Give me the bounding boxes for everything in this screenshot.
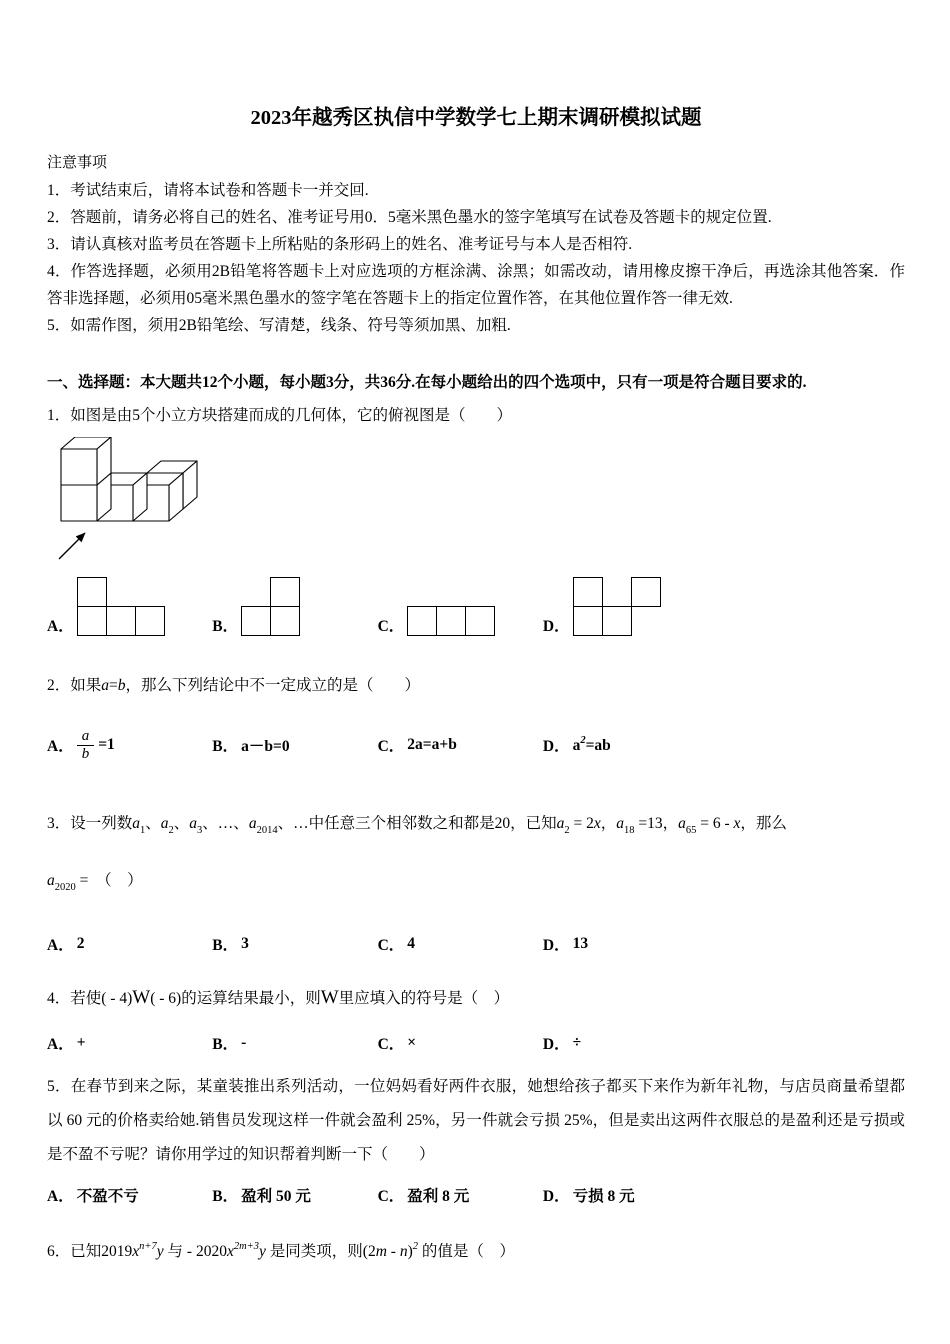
- q2-option-c-label: C．: [377, 738, 405, 755]
- q3-option-b-label: B．: [212, 937, 239, 954]
- q1-option-b-label: B．: [212, 618, 239, 635]
- q2-option-b: [212, 734, 377, 756]
- q3-option-d-value: 13: [572, 935, 589, 952]
- question-3-stem-line2: $a_{2020}$ = （ ）: [47, 872, 143, 893]
- question-1-options: [47, 577, 905, 636]
- cube-assembly-figure: [53, 437, 905, 565]
- q4-option-c: [378, 1032, 543, 1054]
- question-4-stem: 4．若使( - 4)W( - 6)的运算结果最小，则W里应填入的符号是（ ）: [47, 987, 510, 1008]
- notice-item-3: 3．请认真核对监考员在答题卡上所粘贴的条形码上的姓名、准考证号与本人是否相符.: [47, 236, 633, 253]
- q2-option-b-value: a－b=0: [241, 738, 290, 755]
- notice-item-1: 1．考试结束后，请将本试卷和答题卡一并交回.: [47, 182, 369, 199]
- q4-option-c-value: ×: [407, 1034, 417, 1051]
- q4-option-a-value: +: [76, 1034, 86, 1051]
- notice-item-5: 5．如需作图，须用2B铅笔绘、写清楚，线条、符号等须加黑、加粗.: [47, 317, 511, 334]
- q2-option-c: [378, 734, 543, 756]
- q1-option-d-grid: [573, 577, 661, 636]
- question-2-stem: 2．如果a=b，那么下列结论中不一定成立的是（ ）: [47, 677, 421, 694]
- q4-option-b: [212, 1032, 377, 1054]
- q4-option-b-value: -: [241, 1034, 247, 1051]
- notice-item-4: 4．作答选择题，必须用2B铅笔将答题卡上对应选项的方框涂满、涂黑；如需改动，请用橡皮擦干净后，再选涂其他答案．作答非选择题，必须用05毫米黑色墨水的签字笔在答题卡上的指定位置作答，在其他位置作答一律无效.: [47, 263, 905, 307]
- q2-option-c-value: 2a=a+b: [407, 736, 457, 753]
- question-2-options: [47, 719, 905, 771]
- q4-option-c-label: C．: [377, 1036, 405, 1053]
- question-5-options: [47, 1182, 905, 1208]
- q1-option-d-label: D．: [542, 618, 570, 635]
- q4-option-d-value: ÷: [572, 1034, 582, 1051]
- q5-option-c: [378, 1184, 543, 1206]
- q5-option-a-value: 不盈不亏: [76, 1188, 139, 1205]
- q2-option-a-value: $\frac{a}{b}$ =1: [77, 728, 115, 763]
- q2-option-b-label: B．: [212, 738, 239, 755]
- view-direction-arrow: [59, 533, 85, 559]
- q3-option-a-label: A．: [47, 937, 74, 954]
- q1-option-a-label: A．: [47, 618, 74, 635]
- q3-option-c: [378, 933, 543, 955]
- q4-option-a: [47, 1032, 212, 1054]
- q5-option-d-value: 亏损 8 元: [572, 1188, 635, 1205]
- q2-option-d-label: D．: [542, 738, 570, 755]
- q4-option-b-label: B．: [212, 1036, 239, 1053]
- q3-option-b-value: 3: [241, 935, 249, 952]
- cube-assembly-drawing: [53, 437, 223, 565]
- q4-option-a-label: A．: [47, 1036, 74, 1053]
- q3-option-a-value: 2: [76, 935, 85, 952]
- q5-option-b-value: 盈利 50 元: [241, 1188, 311, 1205]
- q4-option-d-label: D．: [542, 1036, 570, 1053]
- q3-option-a: [47, 933, 212, 955]
- q2-option-a-label: A．: [47, 738, 74, 755]
- q3-option-b: [212, 933, 377, 955]
- cube-top-left: [61, 437, 111, 485]
- q5-option-b: [212, 1184, 377, 1206]
- q5-option-c-value: 盈利 8 元: [407, 1188, 470, 1205]
- q1-option-c-label: C．: [377, 618, 405, 635]
- q3-option-c-label: C．: [377, 937, 405, 954]
- q1-option-c: [378, 606, 543, 636]
- notice-section: [47, 150, 905, 339]
- question-4-options: [47, 1030, 905, 1056]
- q3-option-d-label: D．: [542, 937, 570, 954]
- q3-option-c-value: 4: [407, 935, 416, 952]
- q1-option-d: [543, 577, 661, 636]
- question-5-stem: 5．在春节到来之际，某童装推出系列活动，一位妈妈看好两件衣服，她想给孩子都买下来作为新年礼物，与店员商量希望都以 60 元的价格卖给她.销售员发现这样一件就会盈利 25%，另一件就会亏损 25%，但是卖出这两件衣服总的是盈利还是亏损或是不盈不亏呢？请你用学过的知识帮着判断一下（ ）: [47, 1078, 905, 1163]
- q5-option-d: [543, 1184, 635, 1206]
- q5-option-d-label: D．: [542, 1188, 570, 1205]
- q1-option-a-grid: [77, 577, 165, 636]
- q1-option-c-grid: [407, 606, 495, 636]
- question-1-stem: 1．如图是由5个小立方块搭建而成的几何体，它的俯视图是（ ）: [47, 407, 513, 424]
- q2-option-d: [543, 734, 611, 756]
- question-3-stem: 3．设一列数$a_1$、$a_2$、$a_3$、…、$a_{2014}$、…中任意三个相邻数之和都是20，已知$a_2 = 2x$，$a_{18} =13$，$a_{65} = 6 - x$，那么: [47, 815, 787, 836]
- q1-option-b-grid: [241, 577, 300, 636]
- question-3-options: [47, 931, 905, 957]
- q2-option-d-value: $a^2=ab$: [572, 735, 611, 754]
- q3-option-d: [543, 933, 588, 955]
- q5-option-a: [47, 1184, 212, 1206]
- question-6-stem: 6．已知$2019x^{n+7}y$ 与 - $2020x^{2m+3}y$ 是同类项，则(2m - n)$^2$ 的值是（ ）: [47, 1241, 515, 1260]
- q5-option-a-label: A．: [47, 1188, 74, 1205]
- q5-option-b-label: B．: [212, 1188, 239, 1205]
- q2-option-a: [47, 728, 212, 763]
- notice-heading: 注意事项: [47, 155, 108, 171]
- page-title: 2023年越秀区执信中学数学七上期末调研模拟试题: [250, 107, 702, 129]
- notice-item-2: 2．答题前，请务必将自己的姓名、准考证号用0．5毫米黑色墨水的签字笔填写在试卷及答题卡的规定位置.: [47, 209, 772, 226]
- q4-option-d: [543, 1032, 581, 1054]
- q1-option-b: [212, 577, 377, 636]
- q5-option-c-label: C．: [377, 1188, 405, 1205]
- q1-option-a: [47, 577, 212, 636]
- section-1-heading: 一、选择题：本大题共12个小题，每小题3分，共36分.在每小题给出的四个选项中，只有一项是符合题目要求的.: [47, 374, 807, 391]
